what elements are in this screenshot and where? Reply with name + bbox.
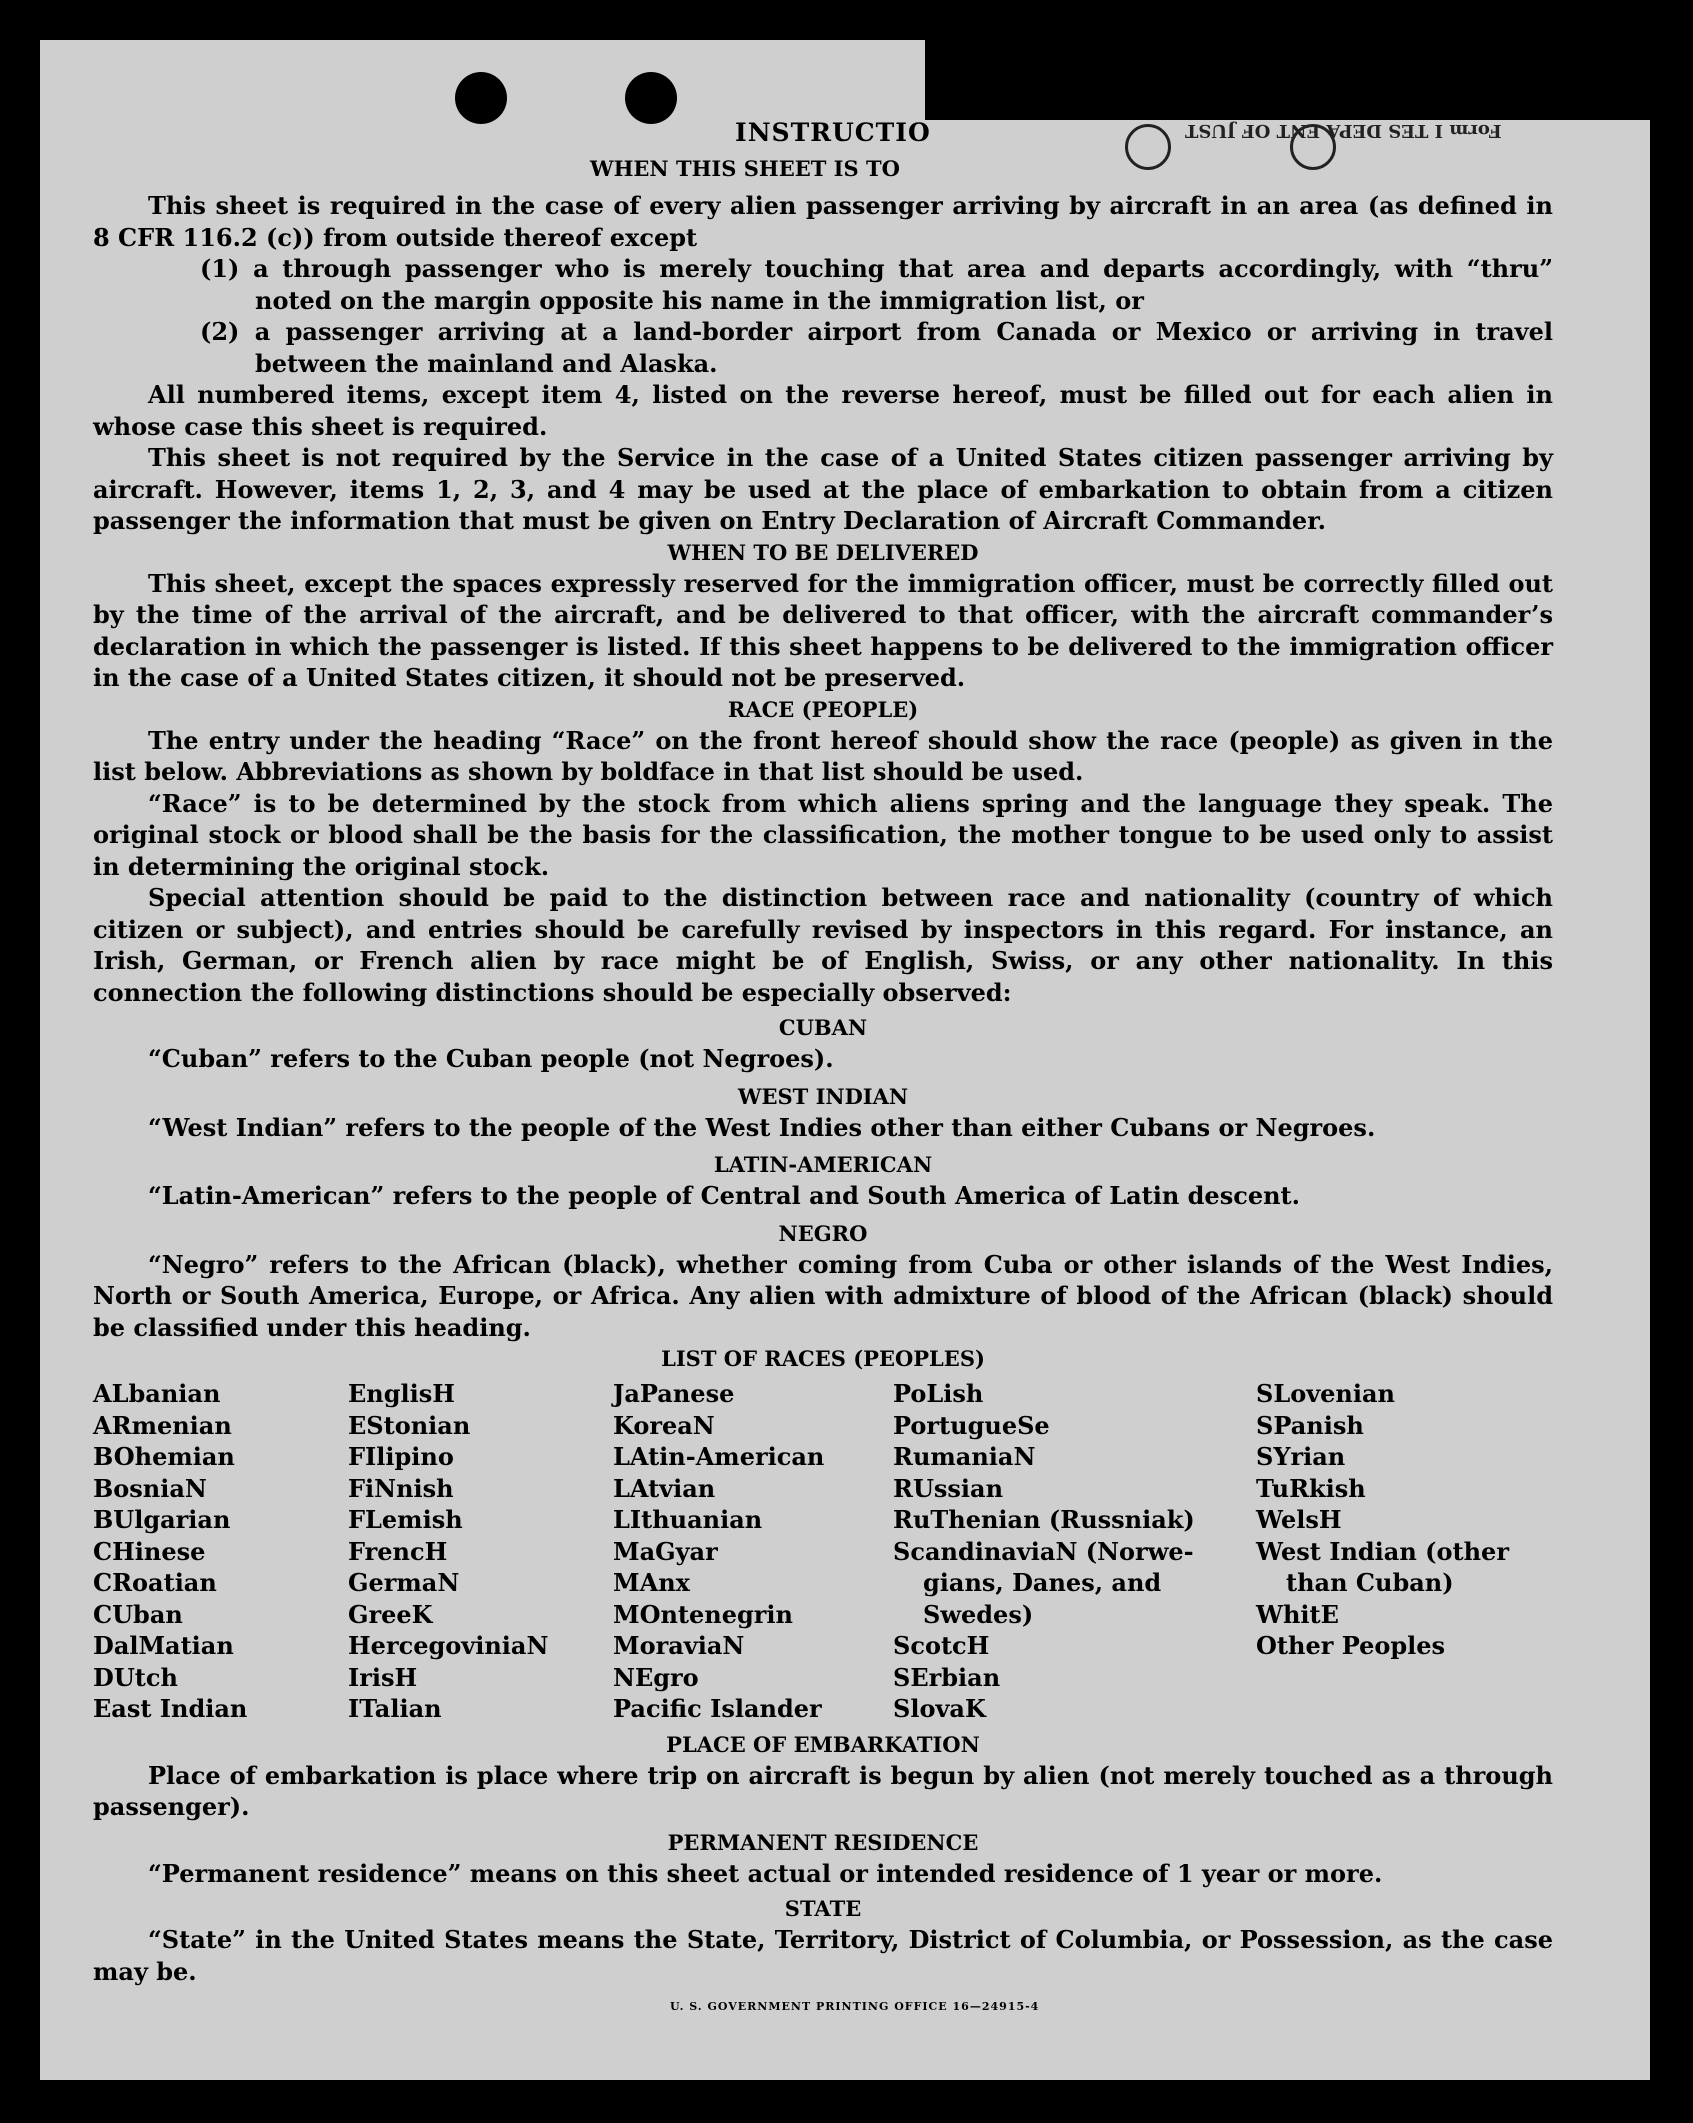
punch-hole-shadow xyxy=(1125,124,1171,170)
section-text: “Latin-American” refers to the people of Central and South America of Latin descent. xyxy=(148,1181,1300,1210)
race-entry: MoraviaN xyxy=(613,1631,745,1660)
race-entry: SErbian xyxy=(893,1662,1001,1692)
race-entry: ScandinaviaN (Norwe- xyxy=(893,1536,1194,1566)
section-text: “Permanent residence” means on this sheet actual or intended residence of 1 year or more. xyxy=(148,1858,1383,1888)
race-entry: DUtch xyxy=(93,1662,178,1692)
section-text: “West Indian” refers to the people of the West Indies other than either Cubans or Negroes. xyxy=(148,1112,1376,1142)
race-entry: WelsH xyxy=(1256,1505,1342,1534)
section-heading: STATE xyxy=(784,1896,862,1921)
races-column xyxy=(348,1378,613,1725)
race-entry: ScotcH xyxy=(893,1631,990,1660)
punch-hole xyxy=(455,72,507,124)
race-entry: than Cuban) xyxy=(1286,1568,1454,1597)
section-text: “State” in the United States means the State, Territory, District of Columbia, or Possession, as the case may be. xyxy=(93,1925,1553,1986)
race-entry: FiNnish xyxy=(348,1473,454,1503)
page-title: INSTRUCTIO xyxy=(735,118,931,147)
race-entry: LAtvian xyxy=(613,1473,716,1503)
race-entry: FrencH xyxy=(348,1536,448,1566)
race-entry: GreeK xyxy=(348,1599,433,1629)
section-heading: PERMANENT RESIDENCE xyxy=(667,1829,979,1855)
section-text: “Race” is to be determined by the stock from which aliens spring and the language they speak. The original stock or blood shall be the basis for the classification, the mother tongue to be used only to assist in determining the original stock. xyxy=(93,788,1553,881)
race-entry: West Indian (other xyxy=(1256,1536,1509,1566)
exception-item: (2) a passenger arriving at a land-border airport from Canada or Mexico or arriving in travel between the mainland and Alaska. xyxy=(200,317,1554,378)
punch-hole xyxy=(625,72,677,124)
section-text: Place of embarkation is place where trip on aircraft is begun by alien (not merely touched as a through passenger). xyxy=(93,1760,1553,1821)
race-entry: ALbanian xyxy=(93,1379,221,1408)
race-entry: EStonian xyxy=(348,1410,471,1440)
section-heading: WEST INDIAN xyxy=(737,1083,909,1109)
section-heading: RACE (PEOPLE) xyxy=(727,696,919,722)
page-subtitle: WHEN THIS SHEET IS TO xyxy=(590,156,900,181)
race-entry: Other Peoples xyxy=(1256,1631,1446,1660)
section-heading: CUBAN xyxy=(778,1015,868,1040)
race-entry: SPanish xyxy=(1256,1410,1364,1440)
race-entry: FIlipino xyxy=(348,1442,454,1471)
races-column xyxy=(1256,1378,1526,1725)
section-heading: NEGRO xyxy=(778,1220,868,1246)
race-entry: BUlgarian xyxy=(93,1505,231,1534)
race-entry: gians, Danes, and xyxy=(923,1568,1162,1597)
race-entry: RumaniaN xyxy=(893,1442,1036,1471)
race-entry: RUssian xyxy=(893,1473,1004,1503)
exception-item: (1) a through passenger who is merely touching that area and departs accordingly, with “thru” noted on the margin opposite his name in the immigration list, or xyxy=(200,254,1553,315)
race-entry: RuThenian (Russniak) xyxy=(893,1505,1195,1534)
race-entry: MaGyar xyxy=(613,1536,718,1566)
race-entry: Pacific Islander xyxy=(613,1694,822,1723)
race-entry: CRoatian xyxy=(93,1568,217,1597)
race-entry: FLemish xyxy=(348,1505,463,1534)
race-entry: CHinese xyxy=(93,1536,206,1566)
race-entry: SYrian xyxy=(1256,1442,1346,1471)
section-text: The entry under the heading “Race” on the front hereof should show the race (people) as given in the list below. Abbreviations as shown by boldface in that list should be used. xyxy=(93,725,1553,786)
torn-corner xyxy=(925,40,1655,120)
race-entry: GermaN xyxy=(348,1568,460,1597)
race-entry: ITalian xyxy=(348,1694,442,1723)
race-entry: LIthuanian xyxy=(613,1505,763,1534)
section-text: “Cuban” refers to the Cuban people (not Negroes). xyxy=(148,1044,834,1073)
section-text: This sheet, except the spaces expressly reserved for the immigration officer, must be correctly filled out by the time of the arrival of the aircraft, and be delivered to that officer, with the aircraft commander’s declaration in which the passenger is listed. If this sheet happens to be delivered to the immigration officer in the case of a United States citizen, it should not be preserved. xyxy=(93,568,1553,692)
race-entry: MAnx xyxy=(613,1568,690,1597)
race-entry: NEgro xyxy=(613,1662,699,1692)
section-text: Special attention should be paid to the distinction between race and nationality (country of which citizen or subject), and entries should be carefully revised by inspectors in this regard. For instance, an Irish, German, or French alien by race might be of English, Swiss, or any other nationality. In this connection the following distinctions should be especially observed: xyxy=(93,883,1553,1007)
race-entry: East Indian xyxy=(93,1694,248,1723)
race-entry: SlovaK xyxy=(893,1694,986,1723)
race-entry: LAtin-American xyxy=(613,1442,825,1471)
intro-paragraph: This sheet is required in the case of every alien passenger arriving by aircraft in an area (as defined in 8 CFR 116.2 (c)) from outside thereof except xyxy=(93,191,1553,252)
section-heading: WHEN TO BE DELIVERED xyxy=(667,539,979,565)
races-column xyxy=(93,1378,348,1725)
race-entry: DalMatian xyxy=(93,1631,234,1660)
races-column xyxy=(893,1378,1256,1725)
bleed-through-text: Form I TES DEPA ENT OF JUST xyxy=(1185,120,1502,141)
section-heading: LATIN-AMERICAN xyxy=(713,1152,933,1177)
race-entry: SLovenian xyxy=(1256,1379,1395,1408)
race-entry: MOntenegrin xyxy=(613,1599,793,1629)
printer-imprint: U. S. GOVERNMENT PRINTING OFFICE 16—24915-4 xyxy=(670,2000,1040,2013)
intro-paragraph: All numbered items, except item 4, listed on the reverse hereof, must be filled out for each alien in whose case this sheet is required. xyxy=(93,380,1553,441)
races-column xyxy=(613,1378,893,1725)
race-entry: CUban xyxy=(93,1599,183,1629)
race-entry: KoreaN xyxy=(613,1410,715,1440)
section-text: “Negro” refers to the African (black), whether coming from Cuba or other islands of the West Indies, North or South America, Europe, or Africa. Any alien with admixture of blood of the African (black) should be classified under this heading. xyxy=(93,1249,1553,1342)
race-entry: WhitE xyxy=(1256,1599,1339,1629)
race-entry: TuRkish xyxy=(1256,1473,1366,1503)
section-heading: PLACE OF EMBARKATION xyxy=(666,1731,980,1757)
race-entry: IrisH xyxy=(348,1662,418,1692)
race-entry: BosniaN xyxy=(93,1473,207,1503)
section-heading: LIST OF RACES (PEOPLES) xyxy=(661,1346,985,1371)
race-entry: ARmenian xyxy=(93,1410,232,1440)
race-entry: EnglisH xyxy=(348,1379,455,1408)
race-entry: PoLish xyxy=(893,1379,984,1408)
race-entry: BOhemian xyxy=(93,1442,235,1471)
race-entry: HercegoviniaN xyxy=(348,1631,549,1660)
race-entry: JaPanese xyxy=(613,1379,735,1408)
race-entry: Swedes) xyxy=(923,1599,1034,1629)
races-list xyxy=(93,1378,1553,1725)
instructions-body xyxy=(93,190,1553,1987)
intro-paragraph: This sheet is not required by the Service in the case of a United States citizen passenger arriving by aircraft. However, items 1, 2, 3, and 4 may be used at the place of embarkation to obtain from a citizen passenger the information that must be given on Entry Declaration of Aircraft Commander. xyxy=(93,443,1553,535)
race-entry: PortugueSe xyxy=(893,1410,1050,1440)
